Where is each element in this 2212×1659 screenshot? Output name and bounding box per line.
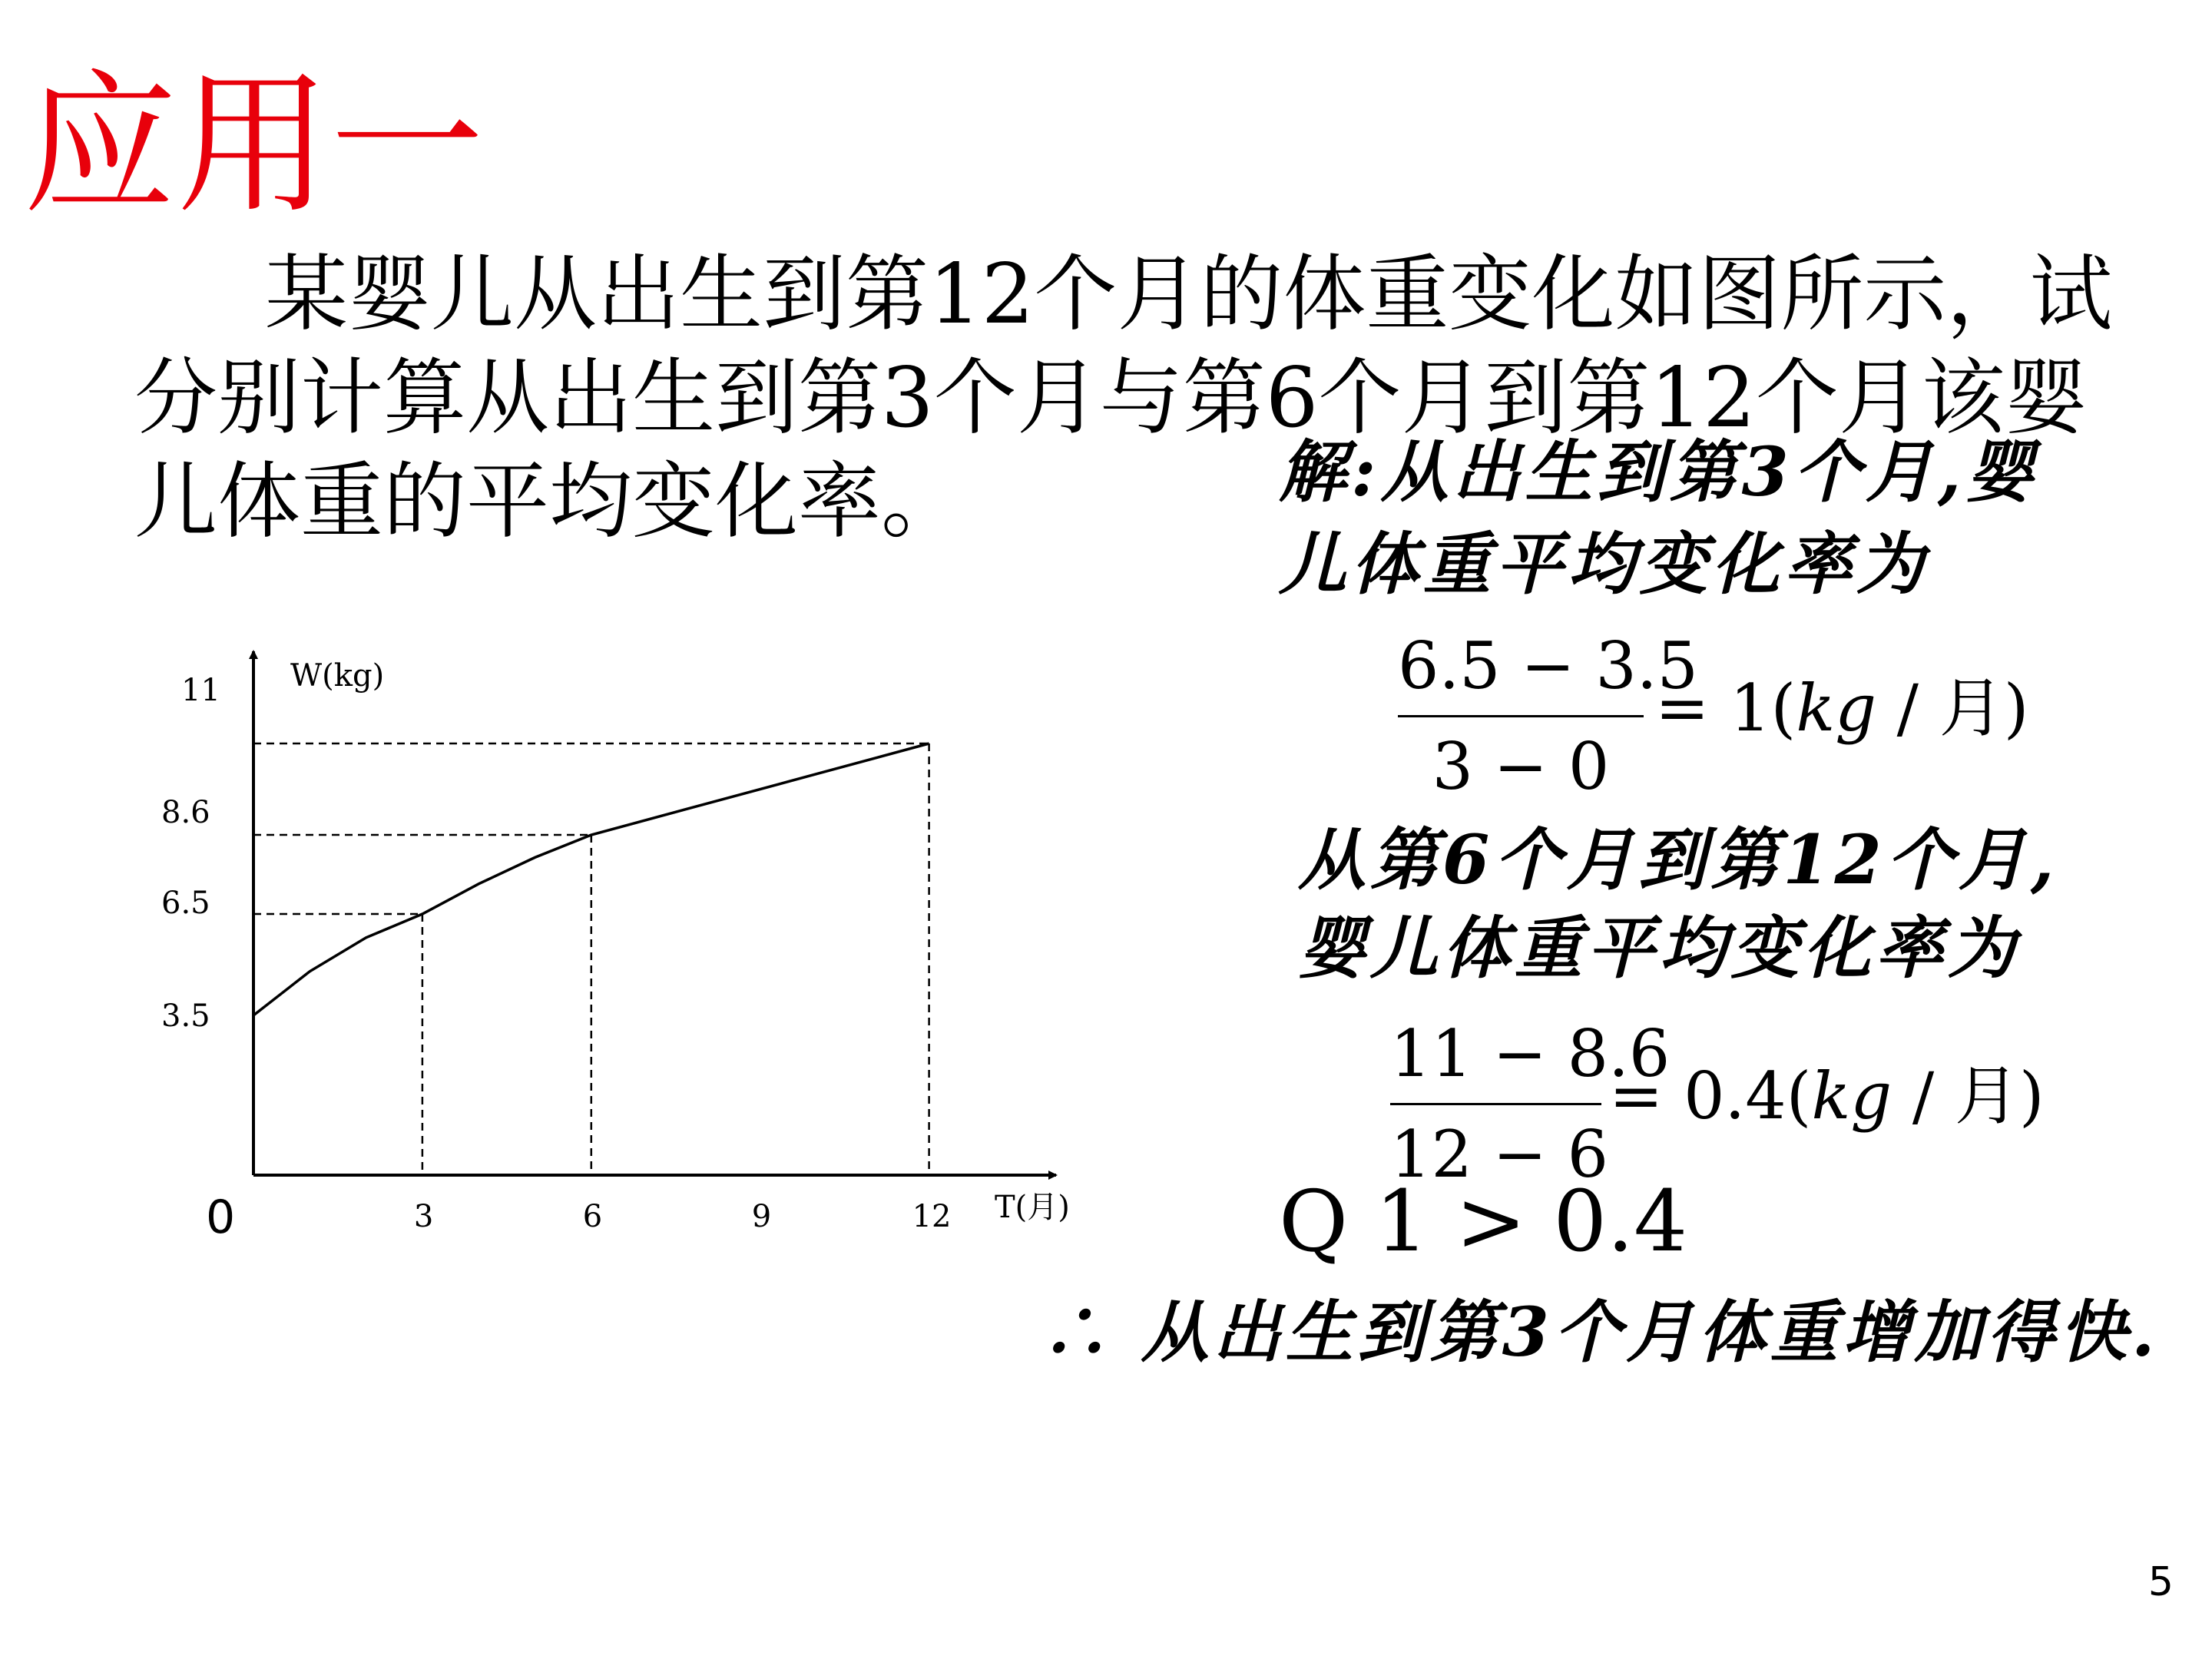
fraction-2-denominator: 12 − 6 <box>1390 1117 1609 1192</box>
x-tick-label: 12 <box>912 1199 952 1234</box>
fraction-2 <box>1390 1016 1671 1192</box>
fraction-2-unit-tail: / 月) <box>1892 1058 2045 1134</box>
x-tick-label: 6 <box>582 1199 603 1234</box>
fraction-1-bar <box>1398 715 1644 717</box>
dashed-guides <box>253 743 929 1175</box>
conclusion: ∴ 从出生到第3个月体重增加得快. <box>1041 1292 2160 1372</box>
fraction-1-result <box>1655 671 2029 746</box>
solution-line-1: 解:从出生到第3个月,婴 <box>1279 432 2038 512</box>
y-tick-label: 3.5 <box>161 998 210 1034</box>
page-title: 应用一 <box>23 56 485 235</box>
x-tick-label: 3 <box>413 1199 434 1234</box>
problem-line-1: 某婴儿从出生到第12个月的体重变化如图所示，试 <box>265 247 2113 343</box>
fraction-2-unit: kg <box>1811 1058 1892 1134</box>
solution-line-2: 儿体重平均变化率为 <box>1279 524 1929 604</box>
origin-label: 0 <box>206 1190 236 1244</box>
fraction-2-equals: = 0.4( <box>1609 1058 1812 1134</box>
x-tick-label: 9 <box>751 1199 772 1234</box>
fraction-1-unit: kg <box>1796 671 1876 746</box>
page-number: 5 <box>2147 1559 2174 1605</box>
solution-line-3: 从第6个月到第12个月, <box>1298 820 2059 899</box>
problem-line-3: 儿体重的平均变化率。 <box>134 454 965 550</box>
solution-line-4: 婴儿体重平均变化率为 <box>1298 908 2021 988</box>
comparison: Q 1 > 0.4 <box>1279 1172 1688 1270</box>
y-axis-label: W(kg) <box>290 658 385 694</box>
fraction-2-bar <box>1390 1103 1601 1105</box>
y-tick-label: 8.6 <box>161 795 210 830</box>
fraction-1-numerator: 6.5 − 3.5 <box>1398 628 1698 704</box>
problem-line-2: 分别计算从出生到第3个月与第6个月到第12个月该婴 <box>134 350 2088 446</box>
y-tick-label: 11 <box>181 673 220 708</box>
fraction-1-equals: = 1( <box>1655 671 1796 746</box>
y-tick-label: 6.5 <box>161 886 210 921</box>
fraction-2-result <box>1609 1058 2045 1134</box>
fraction-1-denominator: 3 − 0 <box>1432 729 1610 804</box>
fraction-1-unit-tail: / 月) <box>1876 671 2029 746</box>
fraction-1 <box>1398 628 1698 804</box>
weight-chart <box>0 0 1114 1306</box>
x-axis-label: T(月) <box>995 1190 1070 1225</box>
fraction-2-numerator: 11 − 8.6 <box>1390 1016 1671 1091</box>
